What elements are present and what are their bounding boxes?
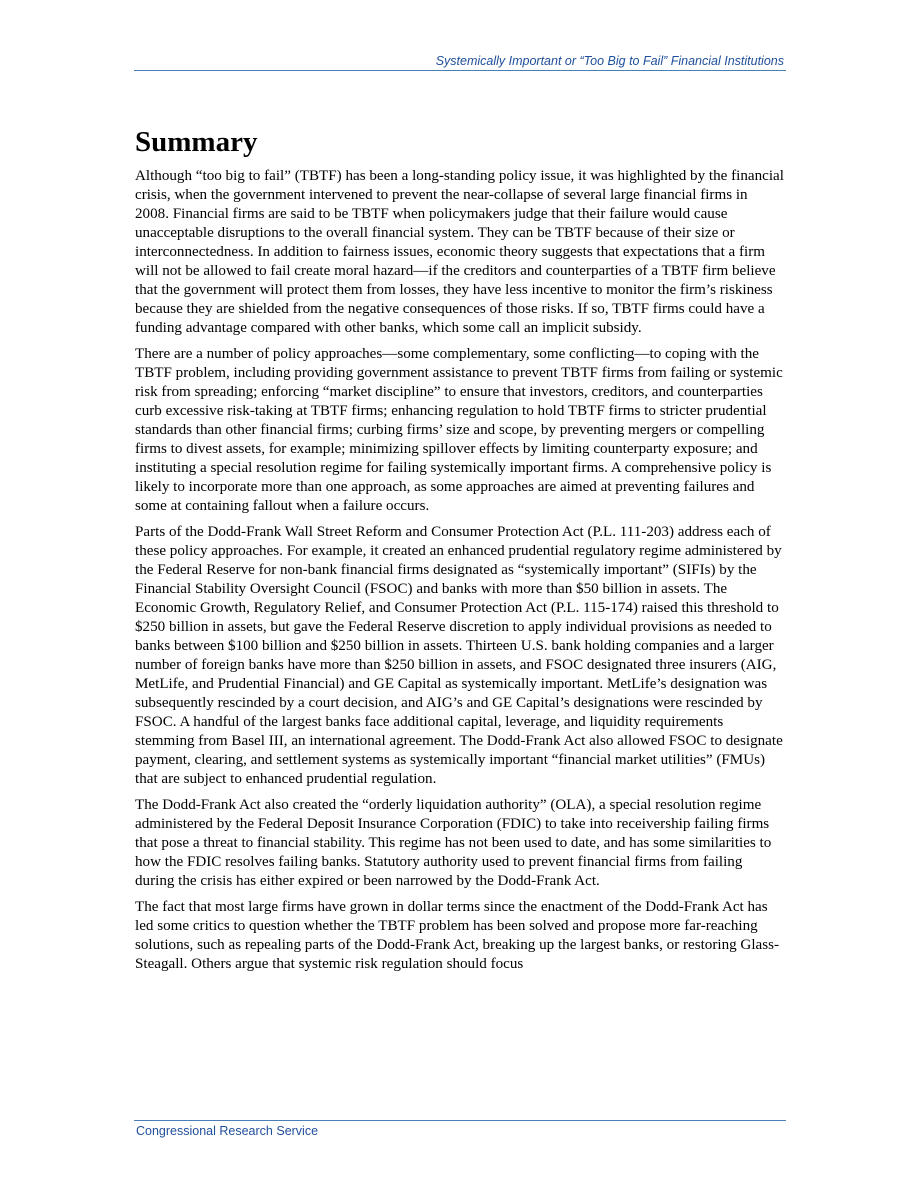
summary-paragraph-4: The Dodd-Frank Act also created the “orderly liquidation authority” (OLA), a special resolution regime administered by the Federal Deposit Insurance Corporation (FDIC) to take into receivership failing firms that pose a threat to financial stability. This regime has not been used to date, and has some similarities to how the FDIC resolves failing banks. Statutory authority used to prevent financial firms from failing during the crisis has either expired or been narrowed by the Dodd-Frank Act. xyxy=(135,797,772,889)
running-header-title: Systemically Important or “Too Big to Fail” Financial Institutions xyxy=(435,54,784,68)
running-header xyxy=(134,54,786,71)
page-footer xyxy=(134,1120,786,1139)
summary-paragraph-3: Parts of the Dodd-Frank Wall Street Reform and Consumer Protection Act (P.L. 111-203) address each of these policy approaches. For example, it created an enhanced prudential regulatory regime administered by the Federal Reserve for non-bank financial firms designated as “systemically important” (SIFIs) by the Financial Stability Oversight Council (FSOC) and banks with more than $50 billion in assets. The Economic Growth, Regulatory Relief, and Consumer Protection Act (P.L. 115-174) raised this threshold to $250 billion in assets, but gave the Federal Reserve discretion to apply individual provisions as needed to banks between $100 billion and $250 billion in assets. Thirteen U.S. bank holding companies and a larger number of foreign banks have more than $250 billion in assets, and FSOC designated three insurers (AIG, MetLife, and Prudential Financial) and GE Capital as systemically important. MetLife’s designation was subsequently rescinded by a court decision, and AIG’s and GE Capital’s designations were rescinded by FSOC. A handful of the largest banks face additional capital, leverage, and liquidity requirements stemming from Basel III, an international agreement. The Dodd-Frank Act also allowed FSOC to designate payment, clearing, and settlement systems as systemically important “financial market utilities” (FMUs) that are subject to enhanced prudential regulation. xyxy=(135,524,783,787)
summary-paragraph-1: Although “too big to fail” (TBTF) has been a long-standing policy issue, it was highlighted by the financial crisis, when the government intervened to prevent the near-collapse of several large financial firms in 2008. Financial firms are said to be TBTF when policymakers judge that their failure would cause unacceptable disruptions to the overall financial system. They can be TBTF because of their size or interconnectedness. In addition to fairness issues, economic theory suggests that expectations that a firm will not be allowed to fail create moral hazard—if the creditors and counterparties of a TBTF firm believe that the government will protect them from losses, they have less incentive to monitor the firm’s riskiness because they are shielded from the negative consequences of those risks. If so, TBTF firms could have a funding advantage compared with other banks, which some call an implicit subsidy. xyxy=(135,168,784,336)
summary-body xyxy=(135,167,785,981)
summary-paragraph-5: The fact that most large firms have grown in dollar terms since the enactment of the Dodd-Frank Act has led some critics to question whether the TBTF problem has been solved and propose more far-reaching solutions, such as repealing parts of the Dodd-Frank Act, breaking up the largest banks, or restoring Glass-Steagall. Others argue that systemic risk regulation should focus xyxy=(135,899,780,972)
footer-organization: Congressional Research Service xyxy=(136,1124,319,1138)
section-heading: Summary xyxy=(135,126,258,158)
summary-paragraph-2: There are a number of policy approaches—some complementary, some conflicting—to coping with the TBTF problem, including providing government assistance to prevent TBTF firms from failing or systemic risk from spreading; enforcing “market discipline” to ensure that investors, creditors, and counterparties curb excessive risk-taking at TBTF firms; enhancing regulation to hold TBTF firms to stricter prudential standards than other financial firms; curbing firms’ size and scope, by preventing mergers or compelling firms to divest assets, for example; minimizing spillover effects by limiting counterparty exposure; and instituting a special resolution regime for failing systemically important firms. A comprehensive policy is likely to incorporate more than one approach, as some approaches are aimed at preventing failures and some at containing fallout when a failure occurs. xyxy=(135,346,783,514)
